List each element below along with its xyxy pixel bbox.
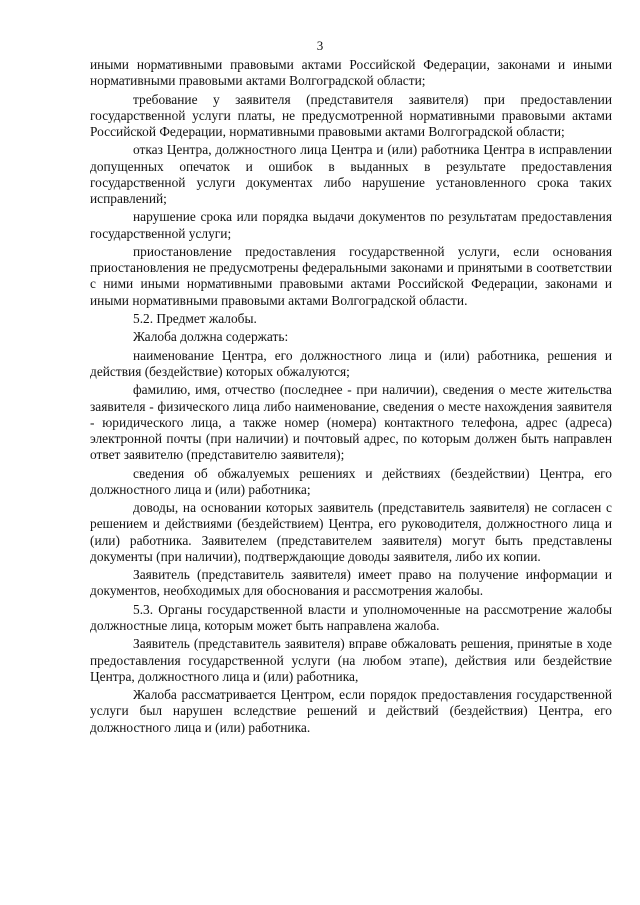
paragraph-fee-requirement: требование у заявителя (представителя заявителя) при предоставлении государственной услуги платы, не предусмотренной нормативными правовыми актами Российской Федерации, нормативными правовыми актами Волгоградской области; [90,91,612,139]
section-heading-5-3: 5.3. Органы государственной власти и уполномоченные на рассмотрение жалобы должностные лица, которым может быть направлена жалоба. [90,601,612,633]
paragraph-suspension: приостановление предоставления государственной услуги, если основания приостановления не предусмотрены федеральными законами и принятыми в соответствии с ними иными нормативными правовыми актами Российской Федерации, законами и иными нормативными правовыми актами Волгоградской области. [90,243,612,308]
paragraph-deadline-violation: нарушение срока или порядка выдачи документов по результатам предоставления государственной услуги; [90,209,612,241]
paragraph-continuation: иными нормативными правовыми актами Российской Федерации, законами и иными нормативными правовыми актами Волгоградской области; [90,57,612,89]
paragraph-right-to-appeal: Заявитель (представитель заявителя) вправе обжаловать решения, принятые в ходе предоставления государственной услуги (на любом этапе), действия или бездействие Центра, должностного лица и (или) работника, [90,636,612,684]
paragraph-appealed-decisions: сведения об обжалуемых решениях и действиях (бездействии) Центра, его должностного лица и (или) работника; [90,465,612,497]
section-heading-5-2: 5.2. Предмет жалобы. [133,310,257,326]
document-body [90,57,612,738]
page-number: 3 [316,38,324,53]
paragraph-arguments: доводы, на основании которых заявитель (представитель заявителя) не согласен с решением и действиями (бездействием) Центра, его руководителя, должностного лица и (или) работника. Заявителем (представителем заявителя) могут быть представлены документы (при наличии), подтверждающие доводы заявителя, либо их копии. [90,500,612,564]
paragraph-refusal-corrections: отказ Центра, должностного лица Центра и (или) работника Центра в исправлении допущенных опечаток и ошибок в выданных в результате предоставления государственной услуги документах либо нарушение установленного срока таких исправлений; [90,142,612,206]
paragraph-right-to-information: Заявитель (представитель заявителя) имеет право на получение информации и документов, необходимых для обоснования и рассмотрения жалобы. [90,567,612,599]
paragraph-center-name: наименование Центра, его должностного лица и (или) работника, решения и действия (бездействие) которых обжалуются; [90,347,612,379]
paragraph-complaint-review: Жалоба рассматривается Центром, если порядок предоставления государственной услуги был нарушен вследствие решений и действий (бездействия) Центра, его должностного лица и (или) работника. [90,687,612,735]
paragraph-complaint-contents: Жалоба должна содержать: [133,329,289,345]
paragraph-applicant-details: фамилию, имя, отчество (последнее - при наличии), сведения о месте жительства заявителя - физического лица либо наименование, сведения о месте нахождения заявителя - юридического лица, а также номер (номера) контактного телефона, адрес (адреса) электронной почты (при наличии) и почтовый адрес, по которым должен быть направлен ответ заявителю (представителю заявителя); [90,382,612,463]
